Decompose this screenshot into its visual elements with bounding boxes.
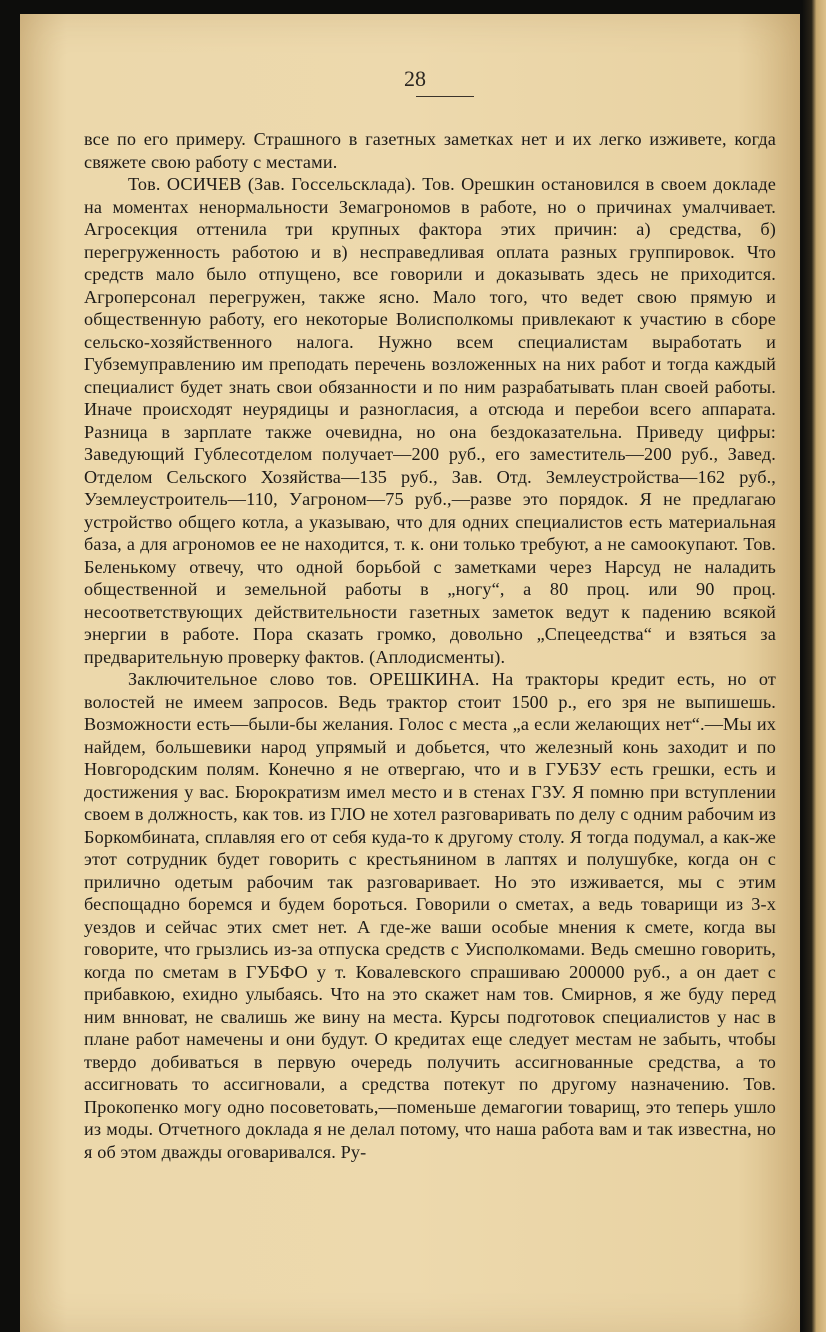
page-number: 28 [404,66,426,91]
page-body-text [84,128,776,1163]
book-page [20,14,800,1332]
paragraph-osichev-speech: Тов. ОСИЧЕВ (Зав. Госсельсклада). Тов. Орешкин остановился в своем докладе на моментах ненормальности Земагрономов в работе, но о причинах умалчивает. Агросекция оттенила три крупных фактора этих причин: а) средства, б) перегруженность работою и в) несправедливая оплата разных группировок. Что средств мало было отпущено, все говорили и доказывать здесь не приходится. Агроперсонал перегружен, также ясно. Мало того, что ведет свою прямую и общественную работу, его некоторые Волисполкомы привлекают к участию в сборе сельско-хозяйственного налога. Нужно всем специалистам выработать и Губземуправлению им преподать перечень возложенных на них работ и тогда каждый специалист будет знать свои обязанности и по ним разрабатывать план своей работы. Иначе происходят неурядицы и разногласия, а отсюда и перебои всего аппарата. Разница в зарплате также очевидна, но она бездоказательна. Приведу цифры: Заведующий Гублесотделом получает—200 руб., его заместитель—200 руб., Завед. Отделом Сельского Хозяйства—135 руб., Зав. Отд. Землеустройства—162 руб., Уземлеустроитель—110, Уагроном—75 руб.,—разве это порядок. Я не предлагаю устройство общего котла, а указываю, что для одних специалистов есть материальная база, а для агрономов ее не находится, т. к. они только требуют, а не самоокупают. Тов. Беленькому отвечу, что одной борьбой с заметками через Нарсуд не наладить общественной и земельной работы в „ногу“, а 80 проц. или 90 проц. несоответствующих действительности газетных заметок ведут к падению всякой энергии в работе. Пора сказать громко, довольно „Спецеедства“ и взяться за предварительную проверку фактов. (Аплодисменты). [84,174,776,667]
book-spine-edge [802,0,826,1332]
page-number-rule [416,96,474,97]
paragraph-oreshkin-closing: Заключительное слово тов. ОРЕШКИНА. На тракторы кредит есть, но от волостей не имеем запросов. Ведь трактор стоит 1500 р., его зря не выпишешь. Возможности есть—были-бы желания. Голос с места „а если желающих нет“.—Мы их найдем, большевики народ упрямый и добьется, что железный конь заходит и по Новгородским полям. Конечно я не отвергаю, что и в ГУБЗУ есть грешки, есть и достижения у вас. Бюрократизм имел место и в стенах ГЗУ. Я помню при вступлении своем в должность, как тов. из ГЛО не хотел разговаривать по делу с одним рабочим из Боркомбината, сплавляя его от себя куда-то к другому столу. Я тогда подумал, а как-же этот сотрудник будет говорить с крестьянином в лаптях и полушубке, когда он с прилично одетым рабочим так разговаривает. Но это изживается, мы с этим беспощадно боремся и будем бороться. Говорили о сметах, а ведь товарищи из 3-х уездов и сейчас этих смет нет. А где-же ваши особые мнения к смете, когда вы говорите, что грызлись из-за отпуска средств с Уисполкомами. Ведь смешно говорить, когда по сметам в ГУБФО у т. Ковалевского спрашиваю 200000 руб., а он дает с прибавкою, ехидно улыбаясь. Что на это скажет нам тов. Смирнов, я же буду перед ним внноват, не свалишь же вину на места. Курсы подготовок специалистов у нас в плане работ намечены и они будут. О кредитах еще следует местам не забыть, чтобы твердо добиваться в первую очередь получить ассигнованные средства, а то ассигновать то ассигновали, а средства потекут по другому назначению. Тов. Прокопенко могу одно посоветовать,—поменьше демагогии товарищ, это теперь ушло из моды. Отчетного доклада я не делал потому, что наша работа вам и так известна, но я об этом дважды оговаривался. Ру- [84,669,776,1162]
paragraph-continuation: все по его примеру. Страшного в газетных заметках нет и их легко изживете, когда свяжете свою работу с местами. [84,129,776,172]
